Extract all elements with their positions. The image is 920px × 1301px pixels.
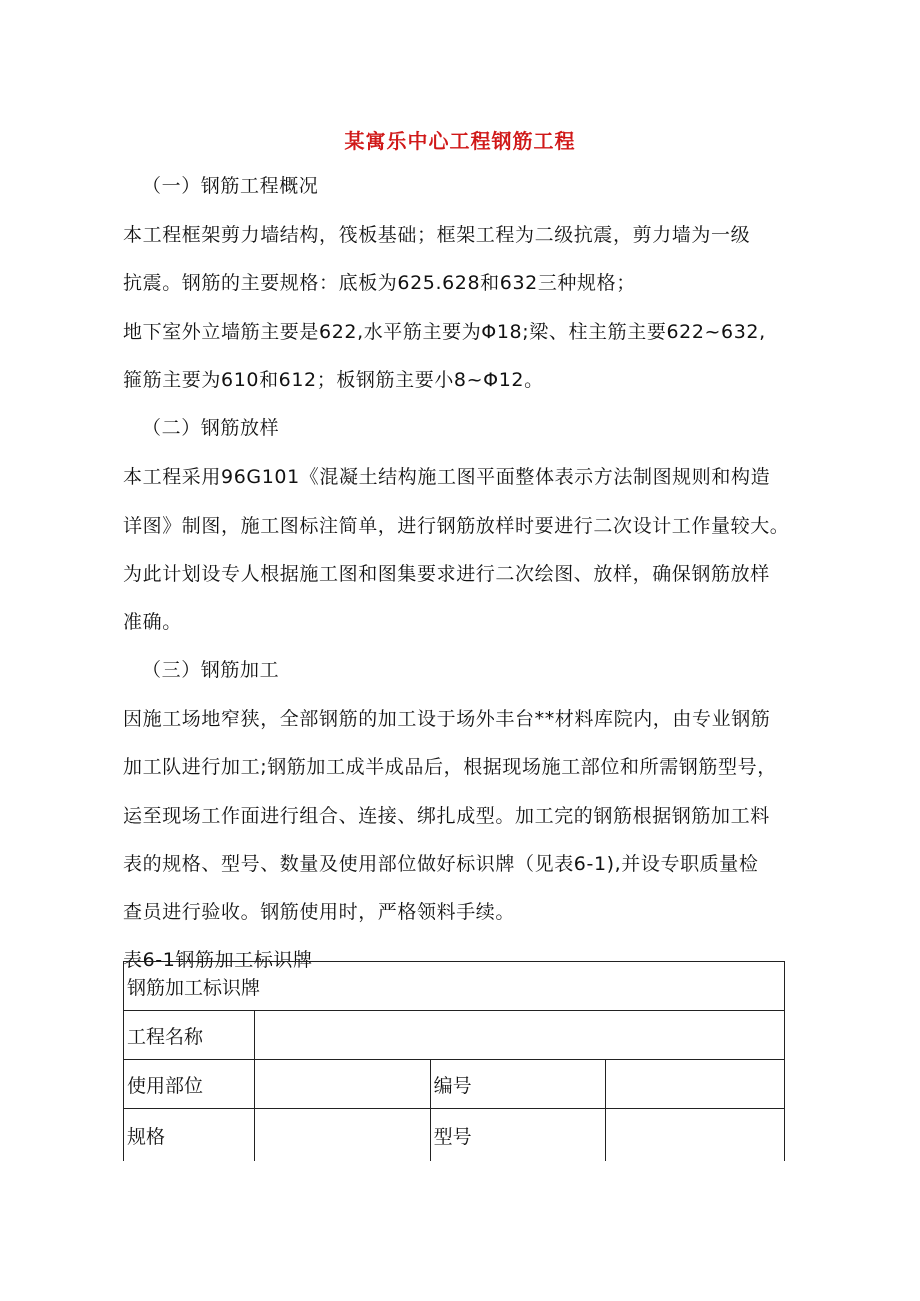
section-1-heading: （一）钢筋工程概况 (142, 175, 319, 197)
paragraph-line: 准确。 (123, 611, 182, 633)
table-row (124, 1060, 785, 1109)
paragraph-line: 地下室外立墙筋主要是622,水平筋主要为Φ18;梁、柱主筋主要622~632, (123, 321, 766, 343)
usage-location-value (254, 1060, 430, 1109)
spec-value (254, 1109, 430, 1162)
paragraph-line: 抗震。钢筋的主要规格：底板为625.628和632三种规格； (123, 272, 636, 294)
number-label: 编号 (430, 1060, 606, 1109)
paragraph-line: 详图》制图，施工图标注简单，进行钢筋放样时要进行二次设计工作量较大。 (123, 515, 790, 537)
model-label: 型号 (430, 1109, 606, 1162)
paragraph-line: 本工程采用96G101《混凝土结构施工图平面整体表示方法制图规则和构造 (123, 466, 771, 488)
project-name-value (254, 1011, 784, 1060)
document-title: 某寓乐中心工程钢筋工程 (344, 129, 576, 153)
section-2-heading: （二）钢筋放样 (142, 417, 280, 439)
paragraph-line: 运至现场工作面进行组合、连接、绑扎成型。加工完的钢筋根据钢筋加工料 (123, 805, 770, 827)
paragraph-line: 为此计划设专人根据施工图和图集要求进行二次绘图、放样，确保钢筋放样 (123, 563, 770, 585)
table-caption: 表6-1钢筋加工标识牌 (123, 949, 313, 971)
paragraph-line: 箍筋主要为610和612；板钢筋主要小8~Φ12。 (123, 369, 544, 391)
paragraph-line: 查员进行验收。钢筋使用时，严格领料手续。 (123, 901, 516, 923)
table-header-cell: 钢筋加工标识牌 (124, 962, 785, 1011)
usage-location-label: 使用部位 (124, 1060, 255, 1109)
project-name-label: 工程名称 (124, 1011, 255, 1060)
paragraph-line: 因施工场地窄狭，全部钢筋的加工设于场外丰台**材料库院内，由专业钢筋 (123, 708, 771, 730)
table-row (124, 1109, 785, 1162)
model-value (606, 1109, 785, 1162)
paragraph-line: 本工程框架剪力墙结构，筏板基础；框架工程为二级抗震，剪力墙为一级 (123, 224, 751, 246)
spec-label: 规格 (124, 1109, 255, 1162)
section-3-heading: （三）钢筋加工 (142, 659, 280, 681)
paragraph-line: 表的规格、型号、数量及使用部位做好标识牌（见表6-1),并设专职质量检 (123, 853, 759, 875)
table-row (124, 962, 785, 1011)
number-value (606, 1060, 785, 1109)
rebar-sign-table (123, 961, 785, 1161)
table-row (124, 1011, 785, 1060)
paragraph-line: 加工队进行加工;钢筋加工成半成品后，根据现场施工部位和所需钢筋型号， (123, 756, 777, 778)
